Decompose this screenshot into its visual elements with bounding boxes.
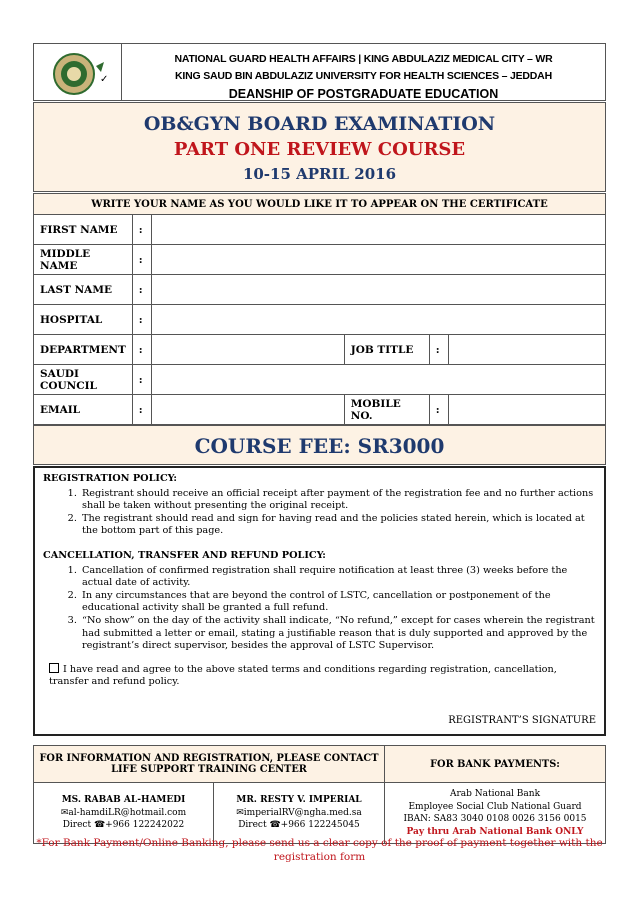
- bank-club: Employee Social Club National Guard: [408, 801, 582, 812]
- person-name: MS. RABAB AL-HAMEDI: [61, 795, 186, 806]
- colon: :: [132, 245, 151, 275]
- exam-title: OB&GYN BOARD EXAMINATION: [143, 113, 496, 135]
- first-name-label: FIRST NAME: [34, 215, 133, 245]
- course-dates: 10-15 APRIL 2016: [242, 165, 397, 183]
- middle-name-field[interactable]: [151, 245, 605, 275]
- colon: :: [132, 365, 151, 395]
- person-email[interactable]: al-hamdiLR@hotmail.com: [68, 807, 187, 818]
- agree-checkbox[interactable]: [49, 663, 59, 673]
- person-phone: Direct ☎+966 122245045: [238, 820, 360, 831]
- list-item: 3. “No show” on the day of the activity shall indicate, “No refund,” except for cases wherein the registrant had submitted a letter or email, stating a justifiable reason that is duly supported and approved by the registrant’s direct supervisor, besides the approval of LSTC Supervisor.: [80, 615, 596, 653]
- saudi-council-field[interactable]: [151, 365, 605, 395]
- person-phone: Direct ☎+966 122242022: [62, 820, 185, 831]
- mobile-field[interactable]: [448, 395, 605, 425]
- last-name-label: LAST NAME: [34, 275, 133, 305]
- middle-name-label: MIDDLE NAME: [34, 245, 133, 275]
- title-box: [33, 102, 606, 192]
- header-line-2: KING SAUD BIN ABDULAZIZ UNIVERSITY FOR HEALTH SCIENCES – JEDDAH: [175, 70, 552, 82]
- colon: :: [132, 305, 151, 335]
- email-label: EMAIL: [34, 395, 133, 425]
- colon: :: [429, 395, 448, 425]
- bank-heading: FOR BANK PAYMENTS:: [385, 746, 606, 783]
- person-email[interactable]: imperialRV@ngha.med.sa: [243, 807, 362, 818]
- contact-person-1: [34, 783, 214, 844]
- agreement-statement: [43, 663, 596, 689]
- colon: :: [132, 395, 151, 425]
- cancellation-policy-title: CANCELLATION, TRANSFER AND REFUND POLICY:: [43, 549, 326, 561]
- policy-box: [33, 466, 606, 736]
- envelope-icon: ✉: [60, 807, 69, 818]
- hospital-field[interactable]: [151, 305, 605, 335]
- logo-cell: [34, 44, 122, 100]
- colon: :: [429, 335, 448, 365]
- job-title-field[interactable]: [448, 335, 605, 365]
- contact-heading: FOR INFORMATION AND REGISTRATION, PLEASE CONTACT LIFE SUPPORT TRAINING CENTER: [34, 746, 385, 783]
- bank-iban: IBAN: SA83 3040 0108 0026 3156 0015: [403, 814, 587, 824]
- mobile-label: MOBILE NO.: [344, 395, 429, 425]
- svg-text:✓: ✓: [100, 74, 109, 85]
- email-field[interactable]: [151, 395, 344, 425]
- department-label: DEPARTMENT: [34, 335, 133, 365]
- course-title: PART ONE REVIEW COURSE: [173, 139, 466, 160]
- list-item: 1. Cancellation of confirmed registration shall require notification at least three (3) weeks before the actual date of activity.: [80, 565, 596, 590]
- agreement-text: I have read and agree to the above stated terms and conditions regarding registration, cancellation, transfer and refund policy.: [49, 663, 557, 688]
- cancellation-policy-list: [43, 565, 596, 653]
- list-item: 2. The registrant should read and sign for having read and the policies stated herein, which is located at the bottom part of this page.: [80, 513, 596, 538]
- registration-policy-title: REGISTRATION POLICY:: [43, 473, 177, 484]
- saudi-council-label: SAUDI COUNCIL: [34, 365, 133, 395]
- bank-details: [385, 783, 606, 844]
- ngha-logo-icon: [34, 44, 122, 100]
- course-fee: COURSE FEE: SR3000: [33, 425, 606, 465]
- contact-table: [33, 745, 606, 844]
- header-text: [122, 44, 605, 100]
- registration-form: [33, 193, 606, 425]
- footer-note: *For Bank Payment/Online Banking, please send us a clear copy of the proof of payment together with the registration form: [36, 837, 603, 863]
- colon: :: [132, 335, 151, 365]
- header-line-3: DEANSHIP OF POSTGRADUATE EDUCATION: [228, 87, 499, 101]
- hospital-label: HOSPITAL: [34, 305, 133, 335]
- job-title-label: JOB TITLE: [344, 335, 429, 365]
- form-instruction: WRITE YOUR NAME AS YOU WOULD LIKE IT TO APPEAR ON THE CERTIFICATE: [34, 194, 606, 215]
- envelope-icon: ✉: [236, 807, 244, 818]
- colon: :: [132, 275, 151, 305]
- contact-person-2: [214, 783, 385, 844]
- last-name-field[interactable]: [151, 275, 605, 305]
- list-item: 2. In any circumstances that are beyond the control of LSTC, cancellation or postponement of the educational activity shall be granted a full refund.: [80, 590, 596, 615]
- colon: :: [132, 215, 151, 245]
- bank-name: Arab National Bank: [449, 789, 541, 799]
- person-name: MR. RESTY V. IMPERIAL: [236, 795, 362, 806]
- registration-policy-list: [43, 488, 596, 538]
- header-box: [33, 43, 606, 101]
- signature-label: REGISTRANT’S SIGNATURE: [448, 715, 596, 727]
- department-field[interactable]: [151, 335, 344, 365]
- first-name-field[interactable]: [151, 215, 605, 245]
- header-line-1: NATIONAL GUARD HEALTH AFFAIRS | KING ABDULAZIZ MEDICAL CITY – WR: [174, 53, 553, 65]
- list-item: 1. Registrant should receive an official receipt after payment of the registration fee and no further actions shall be taken without presenting the original receipt.: [80, 488, 596, 513]
- bank-note: Pay thru Arab National Bank ONLY: [406, 826, 584, 837]
